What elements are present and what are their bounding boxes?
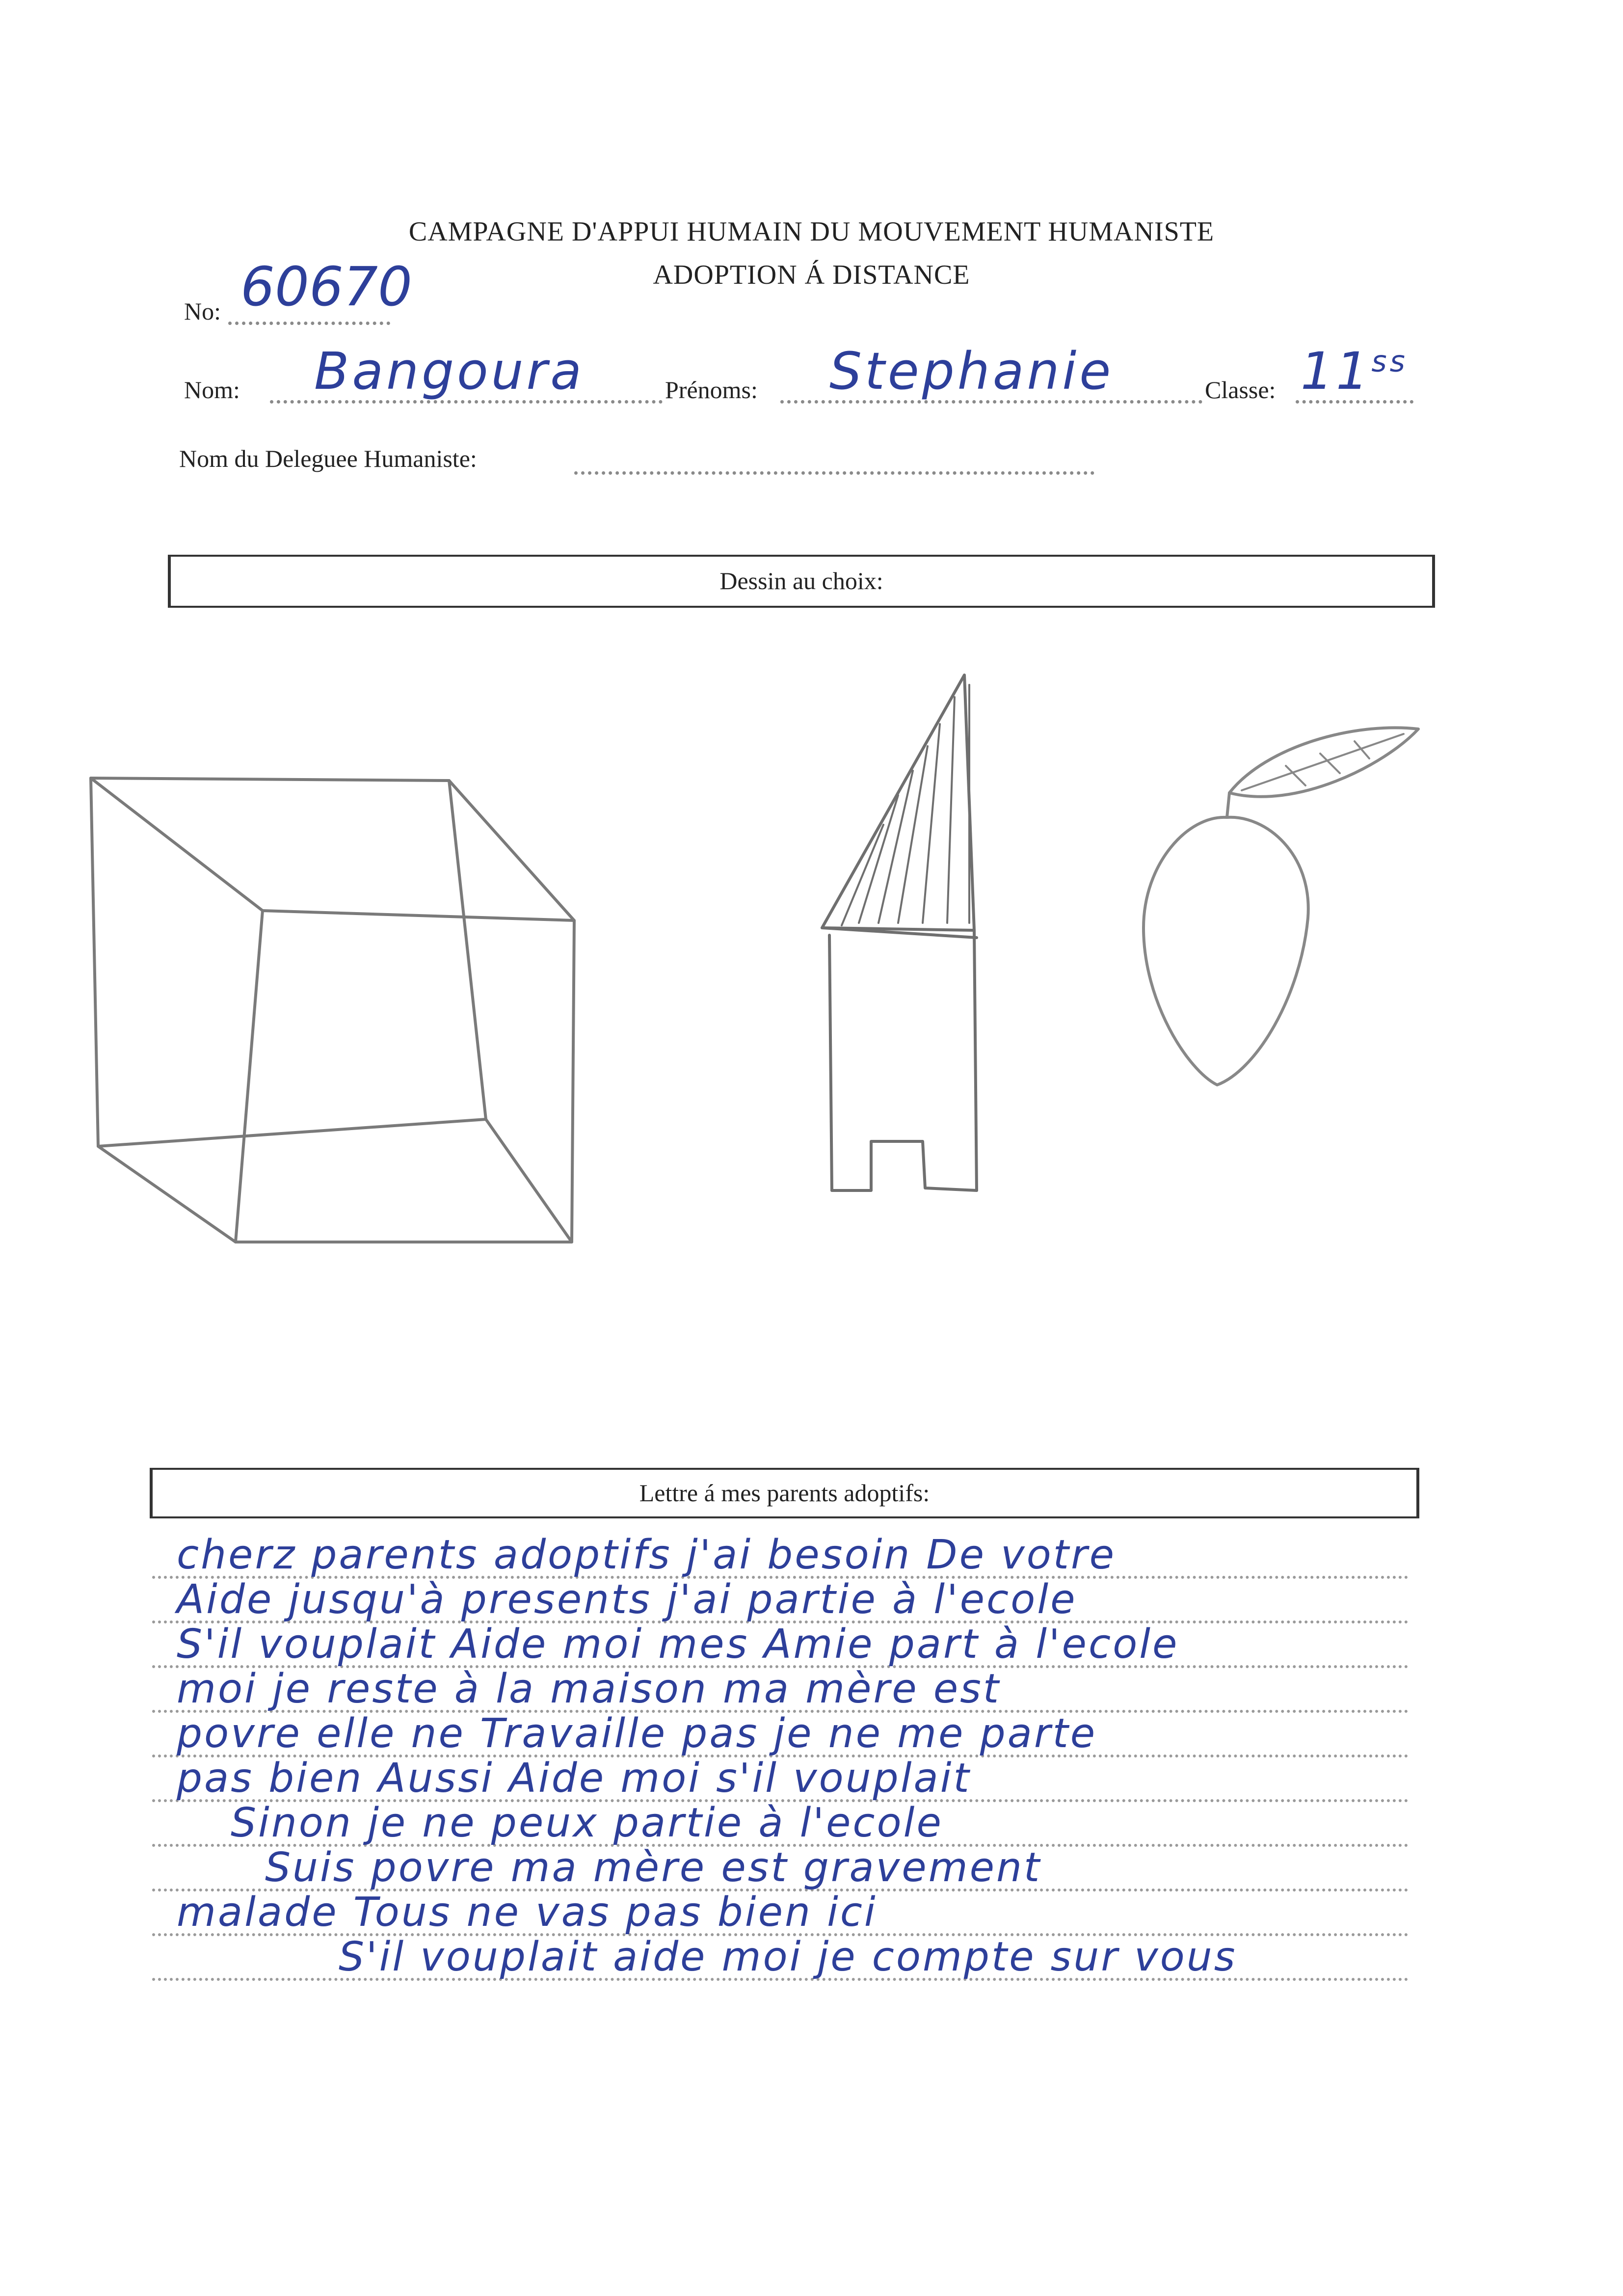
nom-value: Bangoura xyxy=(314,341,585,401)
letter-line: moi je reste à la maison ma mère est xyxy=(177,1666,1001,1712)
letter-section-header xyxy=(150,1468,1419,1518)
letter-line: povre elle ne Travaille pas je ne me parte xyxy=(177,1710,1097,1757)
letter-line: S'il vouplait aide moi je compte sur vous xyxy=(339,1934,1237,1980)
form-title-line2: ADOPTION Á DISTANCE xyxy=(653,260,970,290)
number-value: 60670 xyxy=(240,255,412,318)
letter-line: cherz parents adoptifs j'ai besoin De votre xyxy=(177,1532,1117,1578)
classe-label: Classe: xyxy=(1205,376,1276,404)
number-label: No: xyxy=(184,297,221,325)
prenoms-label: Prénoms: xyxy=(665,376,758,404)
drawing-section-label: Dessin au choix: xyxy=(719,567,883,594)
letter-line: S'il vouplait Aide moi mes Amie part à l'ecole xyxy=(177,1621,1179,1668)
letter-line: Sinon je ne peux partie à l'ecole xyxy=(231,1800,943,1846)
nom-label: Nom: xyxy=(184,376,240,404)
letter-line: pas bien Aussi Aide moi s'il vouplait xyxy=(177,1755,971,1802)
prenoms-value: Stephanie xyxy=(829,341,1114,401)
letter-section-label: Lettre á mes parents adoptifs: xyxy=(639,1479,930,1507)
form-title-line1: CAMPAGNE D'APPUI HUMAIN DU MOUVEMENT HUMANISTE xyxy=(408,216,1215,247)
classe-suffix: ss xyxy=(1371,344,1408,379)
classe-value: $11^{ss}$ xyxy=(1301,341,1408,401)
delegue-label: Nom du Deleguee Humaniste: xyxy=(179,445,477,472)
letter-line: Aide jusqu'à presents j'ai partie à l'ecole xyxy=(177,1576,1077,1623)
tower-drawing xyxy=(822,675,977,1190)
cube-drawing xyxy=(91,778,574,1242)
letter-line: malade Tous ne vas pas bien ici xyxy=(177,1889,878,1936)
fruit-drawing xyxy=(1144,728,1418,1085)
letter-line: Suis povre ma mère est gravement xyxy=(265,1844,1042,1891)
